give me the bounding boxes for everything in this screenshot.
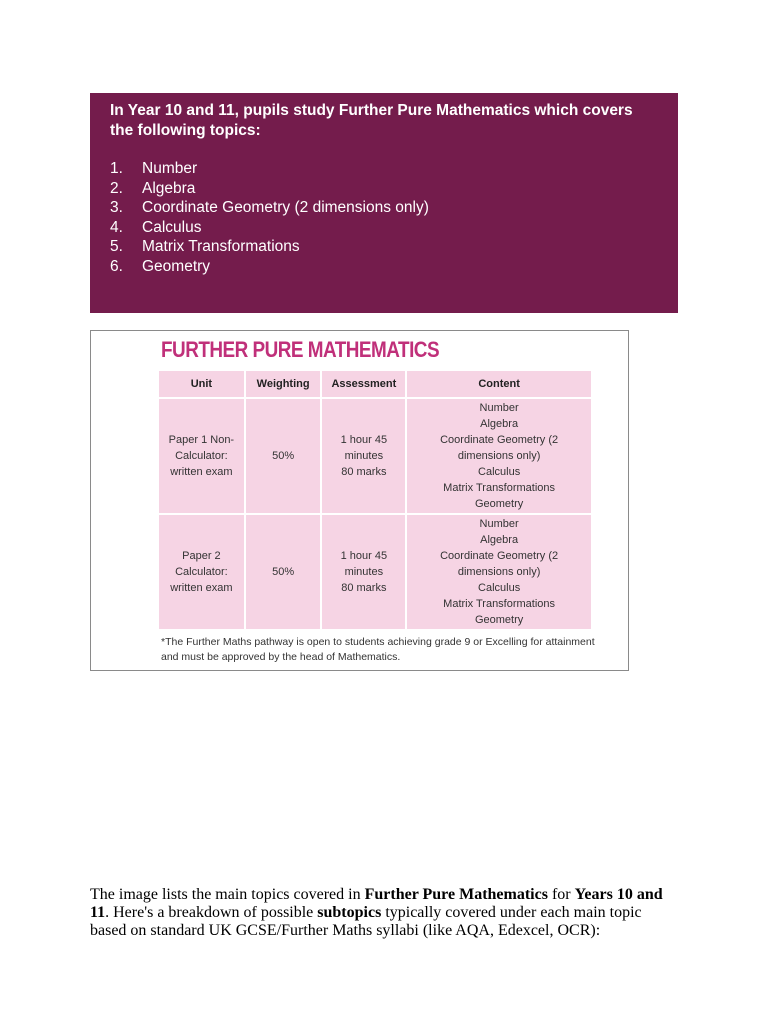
assessment-line: 80 marks: [341, 466, 387, 478]
content-line: Number: [479, 518, 519, 530]
topic-number: 6.: [110, 257, 123, 275]
list-item: [110, 159, 658, 179]
unit-line: Paper 2: [182, 550, 221, 562]
unit-line: written exam: [170, 466, 233, 478]
assessment-cell: [322, 515, 405, 629]
content-line: Matrix Transformations: [443, 598, 556, 610]
unit-cell: [159, 515, 244, 629]
topic-label: Algebra: [142, 179, 196, 197]
content-line: dimensions only): [457, 566, 541, 578]
content-line: Geometry: [474, 614, 524, 626]
topic-number: 5.: [110, 238, 123, 255]
content-line: Algebra: [480, 418, 519, 430]
caption-text: . Here's a breakdown of possible: [105, 904, 318, 921]
unit-line: Calculator:: [175, 566, 228, 578]
content-cell: [407, 515, 591, 629]
assessment-table: [157, 369, 593, 631]
card-title: FURTHER PURE MATHEMATICS: [161, 337, 440, 362]
header-content: Content: [407, 371, 591, 397]
content-line: Calculus: [478, 466, 521, 478]
assessment-line: 1 hour 45: [340, 434, 388, 446]
content-line: Matrix Transformations: [443, 482, 556, 494]
topic-label: Calculus: [142, 218, 202, 236]
topic-label: Number: [142, 160, 198, 177]
unit-line: Calculator:: [175, 450, 228, 462]
content-line: Coordinate Geometry (2: [440, 434, 559, 446]
weighting-cell: 50%: [246, 515, 321, 629]
caption-bold: Further Pure Mathematics: [364, 886, 548, 903]
caption-bold: Years 10 and 11: [90, 886, 663, 921]
topic-label: Matrix Transformations: [142, 238, 300, 255]
table-header-row: [159, 371, 591, 397]
assessment-line: minutes: [344, 566, 384, 578]
topic-list: [110, 159, 658, 276]
content-cell: [407, 399, 591, 513]
unit-cell: [159, 399, 244, 513]
topic-number: 1.: [110, 160, 123, 177]
content-line: Coordinate Geometry (2: [440, 550, 559, 562]
list-item: [110, 179, 658, 199]
caption-text: typically covered under each main topic based on standard UK GCSE/Further Maths syllabi (like AQA, Edexcel, OCR):: [90, 904, 642, 939]
caption-text: for: [547, 886, 575, 903]
list-item: [110, 218, 658, 238]
content-line: dimensions only): [457, 450, 541, 462]
caption-bold: subtopics: [317, 904, 382, 921]
topic-label: Geometry: [142, 257, 211, 275]
header-unit: Unit: [159, 371, 244, 397]
list-item: [110, 198, 658, 218]
content-line: Calculus: [478, 582, 521, 594]
topic-number: 3.: [110, 199, 123, 216]
list-item: [110, 257, 658, 277]
caption-text: The image lists the main topics covered in: [90, 886, 365, 903]
caption-paragraph: [90, 886, 680, 940]
unit-line: written exam: [170, 582, 233, 594]
weighting-cell: 50%: [246, 399, 321, 513]
table-row: [159, 399, 591, 513]
header-assessment: Assessment: [322, 371, 405, 397]
list-item: [110, 237, 658, 257]
topic-label: Coordinate Geometry (2 dimensions only): [142, 199, 429, 216]
assessment-line: 1 hour 45: [340, 550, 388, 562]
assessment-cell: [322, 399, 405, 513]
topics-banner: [90, 93, 678, 313]
content-line: Algebra: [480, 534, 519, 546]
header-weighting: Weighting: [246, 371, 321, 397]
content-line: Geometry: [474, 498, 524, 510]
topic-number: 2.: [110, 179, 123, 197]
banner-heading: In Year 10 and 11, pupils study Further Pure Mathematics which covers the following topics:: [110, 102, 633, 139]
unit-line: Paper 1 Non-: [168, 434, 235, 446]
content-line: Number: [479, 402, 519, 414]
assessment-line: minutes: [344, 450, 384, 462]
assessment-line: 80 marks: [341, 582, 387, 594]
topic-number: 4.: [110, 218, 123, 236]
footnote: *The Further Maths pathway is open to students achieving grade 9 or Excelling for attainment and must be approved by the head of Mathematics.: [161, 636, 595, 663]
assessment-card: [90, 330, 629, 671]
table-row: [159, 515, 591, 629]
